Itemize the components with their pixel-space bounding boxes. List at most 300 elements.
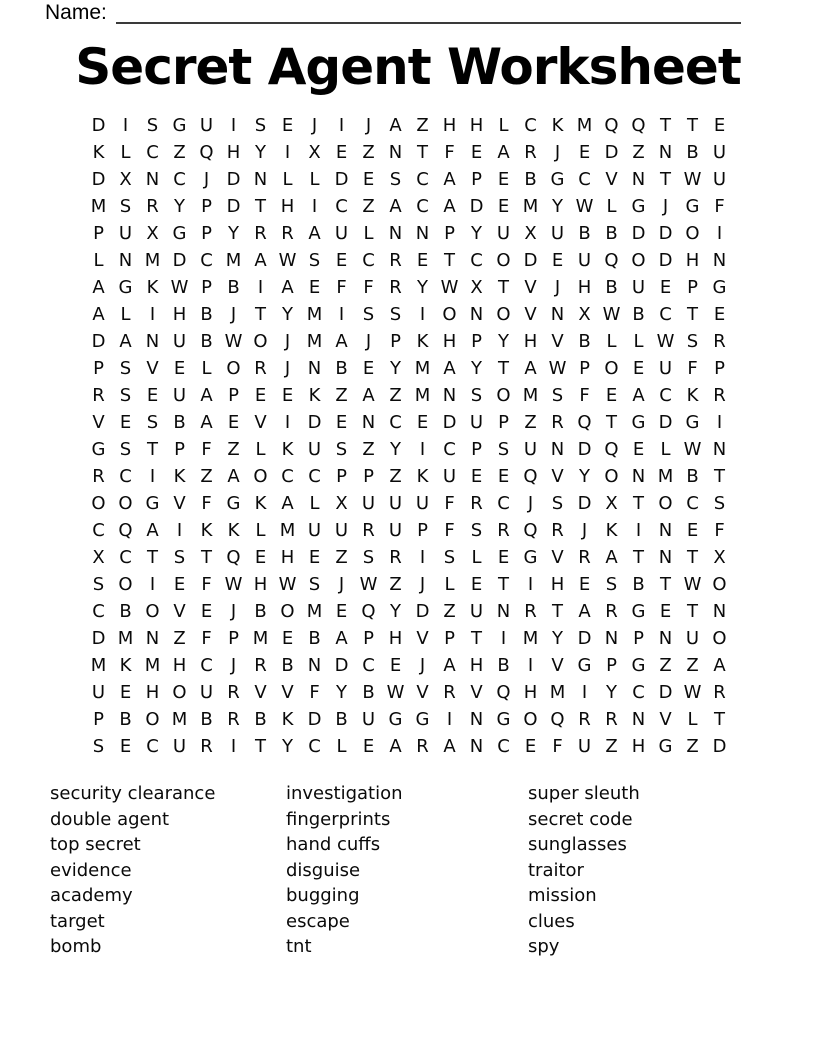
grid-letter: E xyxy=(119,412,132,433)
grid-letter: S xyxy=(713,493,726,514)
grid-letter: H xyxy=(280,196,295,217)
grid-letter: M xyxy=(549,682,566,703)
grid-letter: U xyxy=(118,223,133,244)
grid-letter: M xyxy=(306,331,323,352)
grid-letter: W xyxy=(683,574,702,595)
grid-letter: W xyxy=(683,169,702,190)
grid-letter: V xyxy=(146,358,159,379)
grid-letter: G xyxy=(550,169,565,190)
word-list xyxy=(0,781,816,981)
grid-letter: X xyxy=(470,277,483,298)
grid-letter: I xyxy=(716,412,723,433)
grid-letter: V xyxy=(254,412,267,433)
grid-letter: O xyxy=(496,250,511,271)
grid-letter: V xyxy=(524,304,537,325)
grid-letter: I xyxy=(230,736,237,757)
grid-letter: C xyxy=(470,250,483,271)
grid-letter: V xyxy=(416,682,429,703)
grid-letter: K xyxy=(281,439,294,460)
grid-letter: R xyxy=(200,736,213,757)
grid-letter: E xyxy=(551,250,564,271)
grid-letter: P xyxy=(606,655,617,676)
grid-letter: P xyxy=(93,709,104,730)
grid-letter: G xyxy=(388,709,403,730)
grid-letter: Y xyxy=(579,466,590,487)
grid-letter: O xyxy=(91,493,106,514)
grid-letter: R xyxy=(551,412,564,433)
grid-letter: L xyxy=(93,250,104,271)
grid-letter: G xyxy=(226,493,241,514)
grid-letter: Y xyxy=(282,736,293,757)
grid-letter: D xyxy=(604,142,619,163)
word-search-grid xyxy=(85,112,733,760)
grid-letter: E xyxy=(254,385,267,406)
grid-letter: U xyxy=(172,331,187,352)
grid-letter: E xyxy=(335,250,348,271)
grid-letter: N xyxy=(712,601,727,622)
grid-letter: O xyxy=(631,250,646,271)
grid-letter: I xyxy=(176,520,183,541)
grid-letter: C xyxy=(578,169,591,190)
grid-letter: R xyxy=(551,520,564,541)
grid-letter: A xyxy=(254,250,267,271)
grid-letter: E xyxy=(362,736,375,757)
grid-letter: F xyxy=(579,385,590,406)
grid-letter: K xyxy=(308,385,321,406)
name-row xyxy=(45,2,741,24)
grid-letter: J xyxy=(527,493,534,514)
grid-letter: R xyxy=(92,385,105,406)
grid-letter: S xyxy=(119,196,132,217)
grid-letter: N xyxy=(388,142,403,163)
grid-letter: P xyxy=(390,331,401,352)
grid-letter: L xyxy=(336,736,347,757)
grid-letter: Q xyxy=(550,709,565,730)
grid-letter: D xyxy=(226,169,241,190)
grid-letter: S xyxy=(362,547,375,568)
grid-letter: Z xyxy=(389,574,402,595)
grid-letter: G xyxy=(577,655,592,676)
grid-letter: O xyxy=(685,223,700,244)
grid-letter: Z xyxy=(389,385,402,406)
grid-letter: W xyxy=(656,331,675,352)
grid-letter: E xyxy=(119,682,132,703)
grid-letter: C xyxy=(146,736,159,757)
grid-letter: F xyxy=(336,277,347,298)
grid-letter: Z xyxy=(659,655,672,676)
grid-letter: E xyxy=(632,439,645,460)
grid-letter: N xyxy=(415,223,430,244)
grid-letter: J xyxy=(365,331,372,352)
grid-letter: C xyxy=(632,682,645,703)
grid-letter: Q xyxy=(496,682,511,703)
grid-letter: Z xyxy=(686,655,699,676)
grid-letter: Q xyxy=(604,439,619,460)
grid-letter: A xyxy=(92,304,105,325)
grid-letter: T xyxy=(660,115,671,136)
grid-letter: K xyxy=(227,520,240,541)
grid-letter: G xyxy=(631,412,646,433)
grid-letter: P xyxy=(471,331,482,352)
grid-letter: W xyxy=(440,277,459,298)
grid-letter: O xyxy=(280,601,295,622)
grid-letter: B xyxy=(200,709,213,730)
grid-letter: T xyxy=(498,574,509,595)
grid-letter: D xyxy=(442,412,457,433)
grid-letter: N xyxy=(658,142,673,163)
grid-letter: U xyxy=(91,682,106,703)
word-list-item: spy xyxy=(528,936,560,957)
grid-letter: O xyxy=(118,574,133,595)
grid-letter: T xyxy=(444,250,455,271)
grid-letter: C xyxy=(659,304,672,325)
grid-letter: P xyxy=(444,628,455,649)
grid-letter: L xyxy=(606,196,617,217)
grid-letter: B xyxy=(308,628,321,649)
grid-letter: U xyxy=(415,493,430,514)
grid-letter: R xyxy=(281,223,294,244)
grid-letter: V xyxy=(551,466,564,487)
grid-letter: J xyxy=(203,169,210,190)
grid-letter: P xyxy=(228,628,239,649)
grid-letter: K xyxy=(416,466,429,487)
grid-letter: N xyxy=(496,601,511,622)
grid-letter: D xyxy=(658,250,673,271)
grid-letter: E xyxy=(659,601,672,622)
grid-letter: D xyxy=(91,115,106,136)
grid-letter: K xyxy=(686,385,699,406)
grid-letter: U xyxy=(307,439,322,460)
grid-letter: N xyxy=(631,709,646,730)
grid-letter: E xyxy=(497,196,510,217)
grid-letter: Y xyxy=(255,142,266,163)
grid-letter: S xyxy=(308,250,321,271)
grid-letter: E xyxy=(389,655,402,676)
grid-letter: T xyxy=(147,547,158,568)
grid-letter: W xyxy=(602,304,621,325)
grid-letter: N xyxy=(118,250,133,271)
grid-letter: U xyxy=(685,628,700,649)
grid-letter: A xyxy=(443,358,456,379)
word-list-item: double agent xyxy=(50,808,170,830)
grid-letter: J xyxy=(554,277,561,298)
grid-letter: P xyxy=(714,358,725,379)
grid-letter: P xyxy=(201,223,212,244)
grid-letter: T xyxy=(687,304,698,325)
grid-letter: G xyxy=(415,709,430,730)
grid-letter: M xyxy=(522,196,539,217)
grid-letter: S xyxy=(119,439,132,460)
grid-letter: B xyxy=(524,169,537,190)
grid-letter: V xyxy=(281,682,294,703)
grid-letter: D xyxy=(307,412,322,433)
grid-letter: B xyxy=(200,304,213,325)
grid-letter: U xyxy=(577,250,592,271)
grid-letter: J xyxy=(284,331,291,352)
grid-letter: B xyxy=(335,358,348,379)
grid-letter: S xyxy=(686,331,699,352)
grid-letter: O xyxy=(226,358,241,379)
grid-letter: M xyxy=(522,385,539,406)
grid-letter: V xyxy=(173,601,186,622)
grid-letter: V xyxy=(173,493,186,514)
grid-letter: E xyxy=(524,736,537,757)
grid-letter: L xyxy=(309,493,320,514)
grid-letter: H xyxy=(253,574,268,595)
grid-letter: S xyxy=(470,385,483,406)
grid-letter: E xyxy=(578,574,591,595)
grid-letter: H xyxy=(523,682,538,703)
grid-letter: P xyxy=(336,466,347,487)
grid-letter: N xyxy=(658,547,673,568)
grid-letter: D xyxy=(91,331,106,352)
grid-letter: B xyxy=(578,223,591,244)
grid-letter: A xyxy=(281,493,294,514)
grid-letter: A xyxy=(200,412,213,433)
grid-letter: J xyxy=(365,115,372,136)
grid-letter: S xyxy=(497,439,510,460)
grid-letter: I xyxy=(500,628,507,649)
grid-letter: M xyxy=(522,628,539,649)
grid-letter: N xyxy=(469,736,484,757)
grid-letter: I xyxy=(149,574,156,595)
grid-letter: P xyxy=(498,412,509,433)
grid-letter: E xyxy=(578,142,591,163)
grid-letter: M xyxy=(225,250,242,271)
grid-letter: J xyxy=(284,358,291,379)
grid-letter: F xyxy=(444,142,455,163)
grid-letter: F xyxy=(714,520,725,541)
grid-letter: B xyxy=(173,412,186,433)
grid-letter: Z xyxy=(389,466,402,487)
word-list-column xyxy=(50,781,215,960)
grid-letter: A xyxy=(443,655,456,676)
grid-letter: C xyxy=(497,736,510,757)
grid-letter: B xyxy=(497,655,510,676)
grid-letter: G xyxy=(172,223,187,244)
grid-letter: D xyxy=(334,655,349,676)
grid-letter: Q xyxy=(604,250,619,271)
grid-letter: P xyxy=(471,439,482,460)
grid-letter: E xyxy=(173,358,186,379)
grid-letter: C xyxy=(146,142,159,163)
grid-letter: X xyxy=(578,304,591,325)
grid-letter: N xyxy=(658,628,673,649)
grid-letter: E xyxy=(497,169,510,190)
grid-letter: G xyxy=(685,412,700,433)
grid-letter: W xyxy=(224,331,243,352)
grid-letter: U xyxy=(469,412,484,433)
grid-letter: C xyxy=(362,655,375,676)
grid-letter: E xyxy=(281,385,294,406)
grid-letter: R xyxy=(524,142,537,163)
grid-letter: M xyxy=(117,628,134,649)
grid-letter: S xyxy=(308,574,321,595)
grid-letter: Y xyxy=(228,223,239,244)
grid-letter: J xyxy=(419,655,426,676)
grid-letter: P xyxy=(579,358,590,379)
grid-letter: M xyxy=(252,628,269,649)
grid-letter: H xyxy=(442,115,457,136)
grid-letter: N xyxy=(469,304,484,325)
grid-letter: I xyxy=(311,196,318,217)
grid-letter: O xyxy=(145,709,160,730)
grid-letter: I xyxy=(284,412,291,433)
grid-letter: A xyxy=(362,385,375,406)
grid-letter: W xyxy=(278,250,297,271)
grid-letter: I xyxy=(419,439,426,460)
grid-letter: W xyxy=(683,682,702,703)
grid-letter: J xyxy=(311,115,318,136)
grid-letter: N xyxy=(550,304,565,325)
grid-letter: F xyxy=(309,682,320,703)
word-list-item: traitor xyxy=(528,859,584,881)
grid-letter: C xyxy=(686,493,699,514)
grid-letter: K xyxy=(173,466,186,487)
grid-letter: W xyxy=(386,682,405,703)
grid-letter: R xyxy=(254,655,267,676)
grid-letter: I xyxy=(581,682,588,703)
grid-letter: T xyxy=(714,709,725,730)
grid-letter: D xyxy=(658,223,673,244)
grid-letter: M xyxy=(144,250,161,271)
word-list-item: super sleuth xyxy=(528,783,640,804)
grid-letter: W xyxy=(683,439,702,460)
grid-letter: T xyxy=(687,547,698,568)
grid-letter: A xyxy=(389,736,402,757)
grid-letter: Y xyxy=(498,331,509,352)
grid-letter: X xyxy=(605,493,618,514)
grid-letter: N xyxy=(361,412,376,433)
grid-letter: M xyxy=(90,196,107,217)
grid-letter: Z xyxy=(362,439,375,460)
grid-letter: S xyxy=(173,547,186,568)
grid-letter: B xyxy=(227,277,240,298)
grid-letter: R xyxy=(605,601,618,622)
grid-letter: C xyxy=(659,385,672,406)
grid-letter: L xyxy=(606,331,617,352)
grid-letter: C xyxy=(362,250,375,271)
grid-letter: L xyxy=(498,115,509,136)
grid-letter: B xyxy=(605,223,618,244)
grid-letter: U xyxy=(361,709,376,730)
grid-letter: A xyxy=(443,196,456,217)
grid-letter: C xyxy=(308,736,321,757)
grid-letter: A xyxy=(119,331,132,352)
grid-letter: J xyxy=(581,520,588,541)
grid-letter: D xyxy=(577,439,592,460)
grid-letter: Z xyxy=(335,385,348,406)
grid-letter: Y xyxy=(471,358,482,379)
grid-letter: D xyxy=(91,628,106,649)
grid-letter: B xyxy=(632,574,645,595)
grid-letter: Z xyxy=(200,466,213,487)
grid-letter: P xyxy=(444,223,455,244)
grid-letter: P xyxy=(363,628,374,649)
grid-letter: N xyxy=(712,250,727,271)
grid-letter: V xyxy=(551,331,564,352)
grid-letter: E xyxy=(416,412,429,433)
grid-letter: G xyxy=(631,196,646,217)
grid-letter: U xyxy=(199,115,214,136)
grid-letter: E xyxy=(308,547,321,568)
grid-letter: B xyxy=(119,601,132,622)
grid-letter: X xyxy=(524,223,537,244)
grid-letter: F xyxy=(201,439,212,460)
grid-letter: P xyxy=(471,169,482,190)
grid-letter: V xyxy=(551,655,564,676)
grid-letter: V xyxy=(92,412,105,433)
grid-letter: D xyxy=(631,223,646,244)
grid-letter: G xyxy=(496,709,511,730)
grid-letter: C xyxy=(92,601,105,622)
word-list-item: bomb xyxy=(50,936,102,957)
grid-letter: L xyxy=(255,520,266,541)
grid-letter: B xyxy=(254,601,267,622)
grid-letter: U xyxy=(658,358,673,379)
grid-letter: S xyxy=(389,304,402,325)
grid-letter: I xyxy=(635,520,642,541)
grid-letter: O xyxy=(172,682,187,703)
grid-letter: V xyxy=(605,169,618,190)
grid-letter: K xyxy=(281,709,294,730)
grid-letter: T xyxy=(147,439,158,460)
grid-letter: D xyxy=(658,412,673,433)
grid-letter: E xyxy=(713,304,726,325)
grid-letter: U xyxy=(469,601,484,622)
grid-letter: P xyxy=(633,628,644,649)
grid-letter: Y xyxy=(606,682,617,703)
grid-letter: U xyxy=(334,223,349,244)
grid-letter: C xyxy=(443,439,456,460)
grid-letter: M xyxy=(306,304,323,325)
grid-letter: P xyxy=(363,466,374,487)
grid-letter: E xyxy=(335,412,348,433)
grid-letter: L xyxy=(255,439,266,460)
grid-letter: P xyxy=(687,277,698,298)
grid-letter: A xyxy=(389,196,402,217)
grid-letter: C xyxy=(389,412,402,433)
grid-letter: P xyxy=(228,385,239,406)
grid-letter: N xyxy=(307,358,322,379)
word-list-item: top secret xyxy=(50,834,141,855)
grid-letter: I xyxy=(284,142,291,163)
grid-letter: U xyxy=(172,385,187,406)
grid-letter: A xyxy=(578,601,591,622)
grid-letter: H xyxy=(523,331,538,352)
grid-letter: Z xyxy=(362,142,375,163)
grid-letter: R xyxy=(713,331,726,352)
grid-letter: Z xyxy=(524,412,537,433)
grid-letter: M xyxy=(576,115,593,136)
grid-letter: Z xyxy=(686,736,699,757)
grid-letter: O xyxy=(712,628,727,649)
grid-letter: A xyxy=(146,520,159,541)
grid-letter: E xyxy=(686,520,699,541)
grid-letter: D xyxy=(226,196,241,217)
grid-letter: F xyxy=(201,628,212,649)
grid-letter: D xyxy=(415,601,430,622)
grid-letter: I xyxy=(149,466,156,487)
grid-letter: H xyxy=(442,331,457,352)
grid-letter: W xyxy=(278,574,297,595)
grid-letter: A xyxy=(308,223,321,244)
grid-letter: L xyxy=(201,358,212,379)
grid-letter: O xyxy=(496,385,511,406)
grid-letter: Y xyxy=(282,304,293,325)
grid-letter: M xyxy=(171,709,188,730)
word-list-item: tnt xyxy=(286,936,312,957)
